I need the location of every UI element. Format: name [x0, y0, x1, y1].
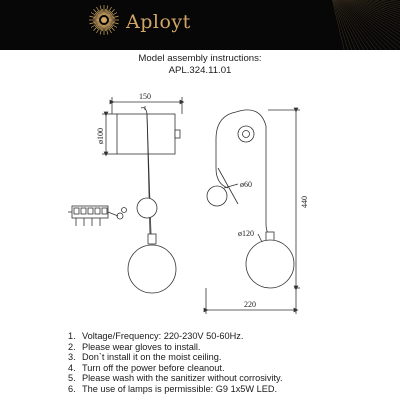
- dim-small-ball: ø60: [240, 180, 252, 189]
- instruction-number: 1.: [68, 331, 76, 341]
- glass-globe-side: [128, 245, 176, 293]
- sun-ray: [108, 24, 115, 31]
- instruction-item: [68, 363, 283, 374]
- sun-core: [101, 17, 107, 23]
- side-view: [102, 97, 182, 293]
- shade-body: [117, 114, 175, 154]
- wall-plate: [238, 126, 254, 142]
- instruction-text: Turn off the power before cleanout.: [82, 362, 225, 373]
- small-ball: [137, 198, 157, 218]
- instruction-text: Don`t install it on the moist ceiling.: [82, 352, 222, 362]
- brand-name: Aployt: [126, 11, 191, 33]
- instruction-number: 2.: [68, 341, 76, 352]
- banner-ray: [330, 0, 354, 50]
- instruction-number: 6.: [68, 383, 76, 394]
- banner-ray: [330, 0, 398, 50]
- dim-globe: ø120: [238, 229, 254, 238]
- dim-shade-diameter: ø100: [96, 128, 105, 144]
- sun-ray: [93, 24, 100, 31]
- front-view: [206, 110, 300, 314]
- sun-ray: [108, 9, 115, 16]
- curved-arm: [216, 112, 236, 188]
- document-heading: [0, 53, 400, 77]
- banner-ray: [330, 0, 400, 36]
- instruction-text: Please wear gloves to install.: [82, 341, 201, 352]
- instruction-number: 3.: [68, 352, 76, 362]
- instruction-number: 5.: [68, 373, 76, 383]
- dim-width-bottom: 220: [244, 300, 256, 309]
- sun-ray: [93, 9, 100, 16]
- terminal-block: [68, 206, 127, 226]
- instruction-item: [68, 384, 283, 395]
- instruction-list: [68, 331, 283, 394]
- glass-globe-front: [246, 240, 294, 288]
- heading-title: Model assembly instructions:: [138, 53, 262, 64]
- instruction-text: Please wash with the sanitizer without corrosivity.: [82, 373, 283, 383]
- instruction-item: [68, 352, 283, 363]
- dim-height: 440: [300, 196, 309, 208]
- instruction-text: Voltage/Frequency: 220-230V 50-60Hz.: [82, 331, 244, 341]
- dim-width-top: 150: [139, 92, 151, 101]
- sunburst-logo-icon: [0, 0, 400, 50]
- instruction-item: [68, 373, 283, 384]
- instruction-number: 4.: [68, 362, 76, 373]
- assembly-drawing: [0, 84, 400, 324]
- instruction-text: The use of lamps is permissible: G9 1x5W LED.: [82, 383, 278, 394]
- banner-ray: [330, 0, 400, 27]
- instruction-item: [68, 342, 283, 353]
- small-ball-front: [207, 186, 227, 206]
- instruction-item: [68, 331, 283, 342]
- model-number: APL.324.11.01: [168, 65, 232, 76]
- brand-banner: [0, 0, 400, 50]
